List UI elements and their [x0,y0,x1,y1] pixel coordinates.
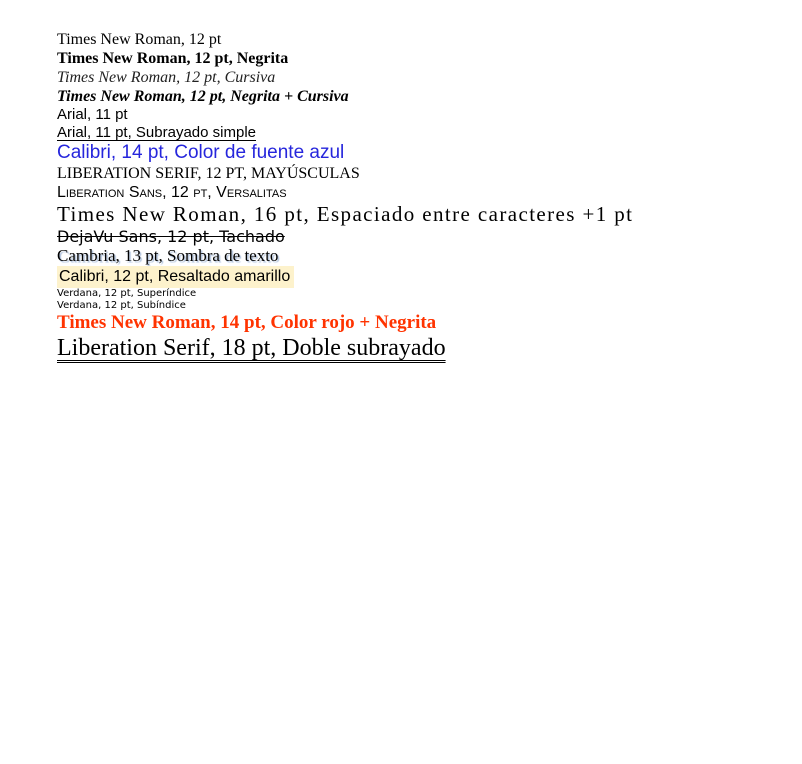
text-line-label: LIBERATION SERIF, 12 PT, MAYÚSCULAS [57,165,360,182]
text-line-liberation-serif-18pt-double-underline [57,334,762,362]
double-underlined-text: Liberation Serif, 18 pt, Doble subrayado [57,335,446,361]
text-line-times-12pt-bold [57,49,762,68]
text-line-label: Times New Roman, 12 pt [57,31,222,48]
text-line-calibri-yellow-highlight [57,266,762,288]
text-line-dejavu-strikethrough [57,227,762,246]
text-line-label: Calibri, 14 pt, Color de fuente azul [57,142,345,163]
text-line-label: Verdana, 12 pt, Subíndice [57,300,186,311]
text-line-arial-11pt-underline [57,124,762,142]
text-line-calibri-14pt-blue [57,142,762,164]
text-line-label: Times New Roman, 12 pt, Negrita + Cursiva [57,88,349,105]
text-line-cambria-textshadow [57,246,762,266]
text-line-label: Times New Roman, 12 pt, Cursiva [57,69,276,86]
text-line-label: Times New Roman, 16 pt, Espaciado entre caracteres +1 pt [57,202,634,226]
text-line-arial-11pt [57,106,762,124]
text-line-label: Arial, 11 pt, Subrayado simple [57,124,256,141]
text-line-times-12pt-italic [57,68,762,87]
text-line-liberation-serif-uppercase [57,164,762,183]
text-line-label: Cambria, 13 pt, Sombra de texto [57,246,279,265]
text-line-label: DejaVu Sans, 12 pt, Tachado [57,227,285,246]
text-line-times-14pt-red-bold [57,312,762,334]
text-line-label: Verdana, 12 pt, Superíndice [57,288,197,299]
text-line-liberation-sans-smallcaps [57,183,762,202]
text-line-label: Liberation Sans, 12 pt, Versalitas [57,184,287,201]
text-line-label: Times New Roman, 12 pt, Negrita [57,50,289,67]
text-line-verdana-superscript [57,288,762,300]
text-line-times-16pt-letterspacing [57,202,762,227]
text-line-label: Times New Roman, 14 pt, Color rojo + Negrita [57,312,437,333]
highlighted-text: Calibri, 12 pt, Resaltado amarillo [57,266,294,288]
text-line-verdana-subscript [57,300,762,312]
text-line-times-12pt [57,30,762,49]
text-line-times-12pt-bold-italic [57,87,762,106]
text-line-label: Arial, 11 pt [57,106,128,123]
